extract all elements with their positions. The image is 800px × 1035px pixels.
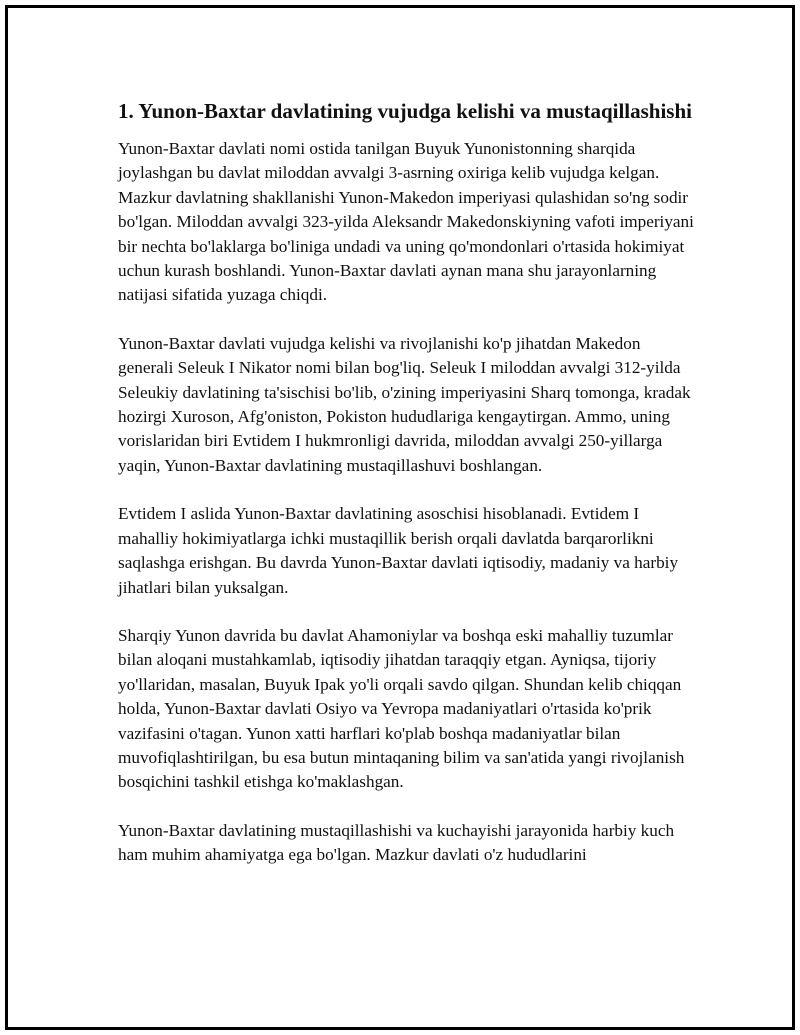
paragraph-2: Yunon-Baxtar davlati vujudga kelishi va rivojlanishi ko'p jihatdan Makedon generali Seleuk I Nikator nomi bilan bog'liq. Seleuk I miloddan avvalgi 312-yilda Seleukiy davlatining ta'sischisi bo'lib, o'zining imperiyasini Sharq tomonga, kradak hozirgi Xuroson, Afg'oniston, Pokiston hududlariga kengaytirgan. Ammo, uning vorislaridan biri Evtidem I hukmronligi davrida, miloddan avvalgi 250-yillarga yaqin, Yunon-Baxtar davlatining mustaqillashuvi boshlangan. <box>118 333 691 475</box>
document-body <box>118 98 698 892</box>
paragraph-4: Sharqiy Yunon davrida bu davlat Ahamoniylar va boshqa eski mahalliy tuzumlar bilan aloqani mustahkamlab, iqtisodiy jihatdan taraqqiy etgan. Ayniqsa, tijoriy yo'llaridan, masalan, Buyuk Ipak yo'li orqali savdo qilgan. Shundan kelib chiqqan holda, Yunon-Baxtar davlati Osiyo va Yevropa madaniyatlari o'rtasida ko'prik vazifasini o'tagan. Yunon xatti harflari ko'plab boshqa madaniyatlar bilan muvofiqlashtirilgan, bu esa butun mintaqaning bilim va san'atida yangi rivojlanish bosqichini tashkil etishga ko'maklashgan. <box>118 625 685 792</box>
page-frame <box>5 5 795 1030</box>
paragraph-1: Yunon-Baxtar davlati nomi ostida tanilgan Buyuk Yunonistonning sharqida joylashgan bu davlat miloddan avvalgi 3-asrning oxiriga kelib vujudga kelgan. Mazkur davlatning shakllanishi Yunon-Makedon imperiyasi qulashidan so'ng sodir bo'lgan. Miloddan avvalgi 323-yilda Aleksandr Makedonskiyning vafoti imperiyani bir nechta bo'laklarga bo'liniga undadi va uning qo'mondonlari o'rtasida hokimiyat uchun kurash boshlandi. Yunon-Baxtar davlati aynan mana shu jarayonlarning natijasi sifatida yuzaga chiqdi. <box>118 139 694 305</box>
section-heading: 1. Yunon-Baxtar davlatining vujudga kelishi va mustaqillashishi <box>118 99 692 123</box>
paragraph-3: Evtidem I aslida Yunon-Baxtar davlatining asoschisi hisoblanadi. Evtidem I mahalliy hokimiyatlarga ichki mustaqillik berish orqali davlatda barqarorlikni saqlashga erishgan. Bu davrda Yunon-Baxtar davlati iqtisodiy, madaniy va harbiy jihatlari bilan yuksalgan. <box>118 504 679 597</box>
paragraph-5: Yunon-Baxtar davlatining mustaqillashishi va kuchayishi jarayonida harbiy kuch ham muhim ahamiyatga ega bo'lgan. Mazkur davlati o'z hududlarini <box>118 820 675 865</box>
